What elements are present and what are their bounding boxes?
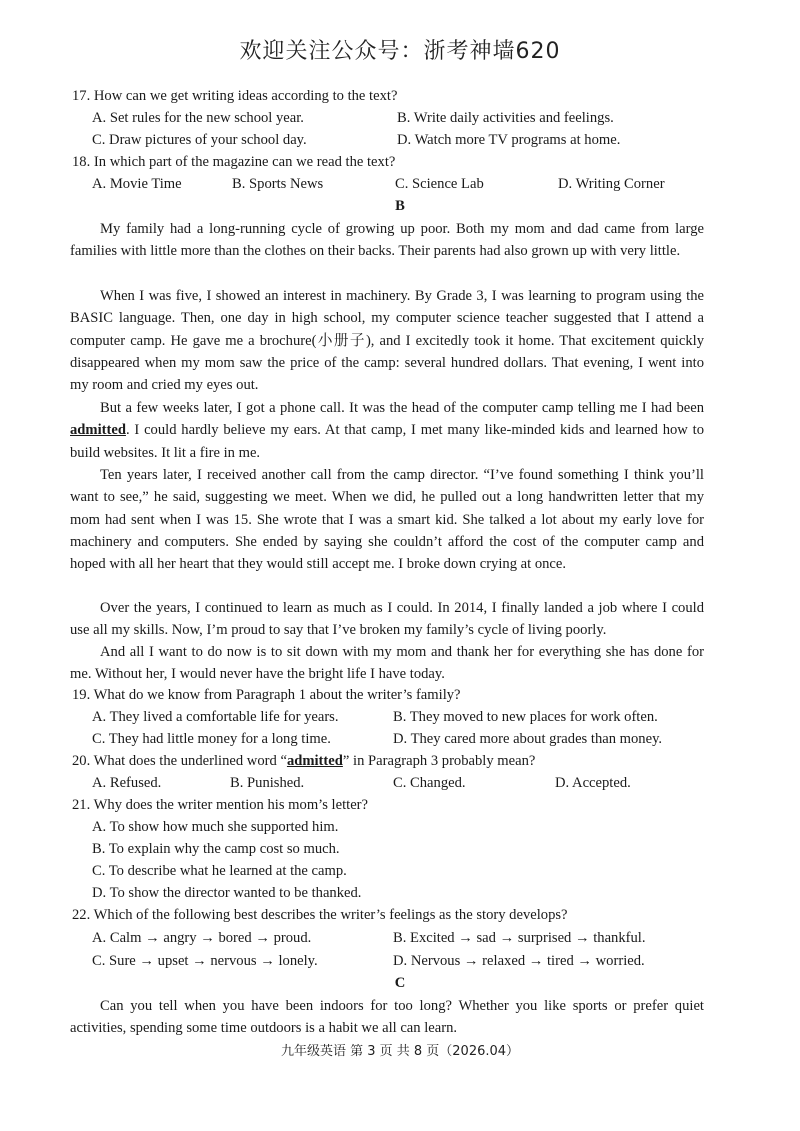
q20-option-d: D. Accepted. xyxy=(555,775,631,791)
q19-option-c: C. They had little money for a long time. xyxy=(92,731,331,747)
page-header: 欢迎关注公众号：浙考神墙620 xyxy=(239,39,561,64)
paragraph-3-text-before: But a few weeks later, I got a phone call. It was the head of the computer camp telling me I had been xyxy=(100,400,704,416)
q21-option-c: C. To describe what he learned at the camp. xyxy=(92,863,347,879)
question-22: 22. Which of the following best describes the writer’s feelings as the story develops? xyxy=(72,907,568,923)
passage-b-paragraph-4: Ten years later, I received another call from the camp director. “I’ve found something I think you’ll want to see,” he said, suggesting we meet. When we did, he pulled out a long handwritten letter that my mom had sent when I was 15. She wrote that I was a smart kid. She talked a lot about my early love for machinery and computers. She ended by saying she couldn’t afford the cost of the computer camp and hoped with all her heart that they would still accept me. I broke down crying at once. xyxy=(70,467,704,573)
passage-b-paragraph-1: My family had a long-running cycle of growing up poor. Both my mom and dad came from large families with little more than the clothes on their backs. Their parents had also grown up with very little. xyxy=(70,221,704,260)
q20-option-c: C. Changed. xyxy=(393,775,466,791)
passage-b-paragraph-5: Over the years, I continued to learn as much as I could. In 2014, I finally landed a job where I could use all my skills. Now, I’m proud to say that I’ve broken my family’s cycle of living poorly. xyxy=(70,600,704,639)
passage-c-paragraph-1: Can you tell when you have been indoors for too long? Whether you like sports or prefer quiet activities, spending some time outdoors is a habit we all can learn. xyxy=(70,998,704,1037)
q18-option-a: A. Movie Time xyxy=(92,176,182,192)
q21-option-b: B. To explain why the camp cost so much. xyxy=(92,841,340,857)
q20-text-after: ” in Paragraph 3 probably mean? xyxy=(342,753,536,769)
q17-option-d: D. Watch more TV programs at home. xyxy=(397,132,621,148)
question-21: 21. Why does the writer mention his mom’s letter? xyxy=(72,797,369,813)
q18-option-d: D. Writing Corner xyxy=(558,176,665,192)
section-c-label: C xyxy=(394,975,406,991)
q22-option-a: A. Calm → angry → bored → proud. xyxy=(92,930,312,946)
page-footer: 九年级英语 第 3 页 共 8 页（2026.04） xyxy=(280,1044,520,1059)
q17-option-b: B. Write daily activities and feelings. xyxy=(397,110,614,126)
q22-option-c: C. Sure → upset → nervous → lonely. xyxy=(92,953,318,969)
q22-option-d: D. Nervous → relaxed → tired → worried. xyxy=(393,953,645,969)
question-19: 19. What do we know from Paragraph 1 about the writer’s family? xyxy=(72,687,461,703)
q21-option-a: A. To show how much she supported him. xyxy=(92,819,339,835)
q19-option-b: B. They moved to new places for work often. xyxy=(393,709,658,725)
q17-option-c: C. Draw pictures of your school day. xyxy=(92,132,307,148)
q19-option-d: D. They cared more about grades than money. xyxy=(393,731,663,747)
q21-option-d: D. To show the director wanted to be thanked. xyxy=(92,885,362,901)
question-20 xyxy=(72,751,535,771)
question-17: 17. How can we get writing ideas according to the text? xyxy=(72,88,398,104)
q18-option-c: C. Science Lab xyxy=(395,176,484,192)
q20-text-before: 20. What does the underlined word “ xyxy=(72,753,287,769)
q20-option-a: A. Refused. xyxy=(92,775,162,791)
q20-option-b: B. Punished. xyxy=(230,775,305,791)
question-18: 18. In which part of the magazine can we read the text? xyxy=(72,154,396,170)
section-b-label: B xyxy=(395,198,405,214)
q20-underlined-word: admitted xyxy=(286,753,343,769)
q17-option-a: A. Set rules for the new school year. xyxy=(92,110,304,126)
paragraph-3-text-after: . I could hardly believe my ears. At that camp, I met many like-minded kids and learned how to build websites. It lit a fire in me. xyxy=(70,422,704,461)
q19-option-a: A. They lived a comfortable life for years. xyxy=(92,709,339,725)
q22-option-b: B. Excited → sad → surprised → thankful. xyxy=(393,930,646,946)
passage-b-paragraph-2: When I was five, I showed an interest in machinery. By Grade 3, I was learning to program using the BASIC language. Then, one day in high school, my computer science teacher suggested that I attend a computer camp. He gave me a brochure(小册子), and I excitedly took it home. That excitement quickly disappeared when my mom saw the price of the camp: several hundred dollars. That evening, I went into my room and cried my eyes out. xyxy=(70,288,704,394)
passage-b-paragraph-6: And all I want to do now is to sit down with my mom and thank her for everything she has done for me. Without her, I would never have the bright life I have today. xyxy=(70,644,704,683)
underlined-word-admitted: admitted xyxy=(70,422,126,439)
passage-b-paragraph-3 xyxy=(70,397,704,464)
q18-option-b: B. Sports News xyxy=(232,176,324,192)
